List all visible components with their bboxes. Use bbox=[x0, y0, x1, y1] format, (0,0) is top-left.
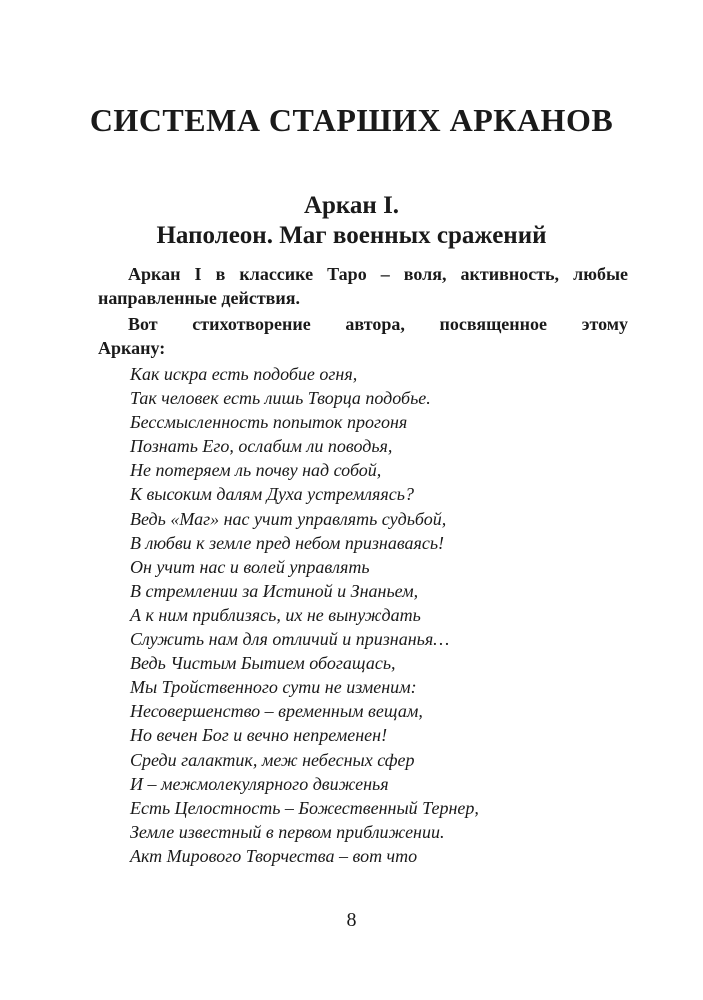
poem-line: Ведь «Маг» нас учит управлять судьбой, bbox=[130, 508, 447, 529]
section-title-arcana-name: Наполеон. Маг военных сражений bbox=[156, 222, 547, 249]
paragraph-first-line: Вот стихотворение автора, посвященное этому bbox=[128, 314, 628, 334]
poem-line: И – межмолекулярного движенья bbox=[130, 773, 389, 794]
paragraph bbox=[98, 312, 628, 360]
chapter-title: СИСТЕМА СТАРШИХ АРКАНОВ bbox=[89, 102, 614, 138]
poem-line: Среди галактик, меж небесных сфер bbox=[130, 749, 415, 770]
poem-line: Мы Тройственного сути не изменим: bbox=[130, 677, 417, 698]
poem-line: Земле известный в первом приближении. bbox=[130, 821, 445, 842]
poem-line: Как искра есть подобие огня, bbox=[130, 364, 358, 384]
paragraph-continuation: направленные действия. bbox=[98, 288, 300, 308]
poem-line: Так человек есть лишь Творца подобье. bbox=[130, 388, 431, 409]
paragraph-continuation: Аркану: bbox=[98, 338, 166, 358]
poem-line: Служить нам для отличий и признанья… bbox=[130, 629, 450, 650]
poem-line: В стремлении за Истиной и Знаньем, bbox=[130, 580, 419, 601]
poem-line: Есть Целостность – Божественный Тернер, bbox=[130, 797, 479, 818]
poem-line: Он учит нас и волей управлять bbox=[130, 556, 370, 577]
poem bbox=[130, 362, 630, 868]
paragraph-first-line: Аркан I в классике Таро – воля, активность, любые bbox=[128, 264, 628, 284]
poem-line: В любви к земле пред небом признаваясь! bbox=[130, 532, 445, 553]
page-number: 8 bbox=[346, 909, 357, 931]
paragraph bbox=[98, 262, 628, 310]
poem-line: А к ним приблизясь, их не вынуждать bbox=[130, 604, 421, 625]
poem-line: Но вечен Бог и вечно непременен! bbox=[130, 725, 388, 746]
poem-line: Не потеряем ль почву над собой, bbox=[130, 460, 382, 481]
poem-line: Ведь Чистым Бытием обогащась, bbox=[130, 653, 396, 674]
poem-line: Бессмысленность попыток прогоня bbox=[130, 412, 408, 433]
poem-line: Акт Мирового Творчества – вот что bbox=[130, 845, 418, 866]
poem-line: К высоким далям Духа устремляясь? bbox=[130, 484, 414, 505]
poem-line: Познать Его, ослабим ли поводья, bbox=[130, 436, 393, 457]
poem-line: Несовершенство – временным вещам, bbox=[130, 701, 423, 722]
section-title-arcana-number: Аркан I. bbox=[303, 192, 400, 219]
